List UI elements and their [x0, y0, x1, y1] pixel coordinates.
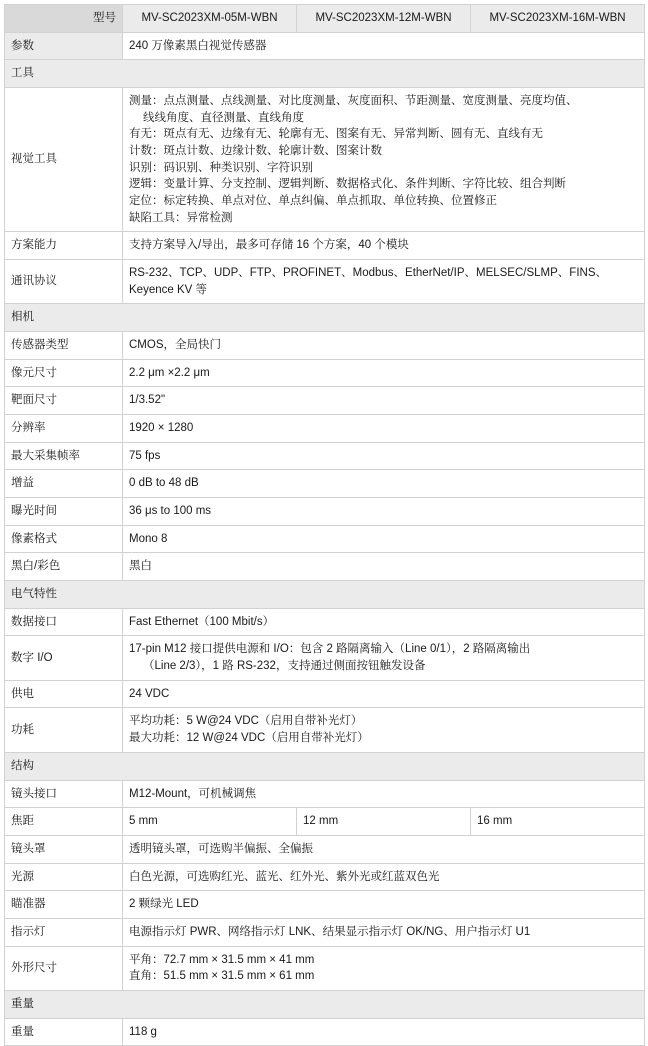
- model-cell-3: MV-SC2023XM-16M-WBN: [471, 5, 645, 33]
- specification-table: [4, 4, 645, 1046]
- row-label: 增益: [5, 470, 123, 498]
- row-value: 2 颗绿光 LED: [123, 891, 645, 919]
- value-line: 17-pin M12 接口提供电源和 I/O：包含 2 路隔离输入（Line 0/1），2 路隔离输出: [129, 643, 531, 656]
- value-line: 平角：72.7 mm × 31.5 mm × 41 mm: [129, 953, 315, 966]
- value-line: 定位：标定转换、单点对位、单点纠偏、单点抓取、单位转换、位置修正: [129, 195, 497, 208]
- row-label: 数据接口: [5, 608, 123, 636]
- table-row: [5, 415, 645, 443]
- row-value: 24 VDC: [123, 680, 645, 708]
- row-value: Fast Ethernet（100 Mbit/s）: [123, 608, 645, 636]
- row-value: 118 g: [123, 1018, 645, 1046]
- model-cell-1: MV-SC2023XM-05M-WBN: [123, 5, 297, 33]
- section-header-electrical: [5, 581, 645, 609]
- row-label: 方案能力: [5, 232, 123, 260]
- table-row: [5, 498, 645, 526]
- row-label: 指示灯: [5, 918, 123, 946]
- row-value: 电源指示灯 PWR、网络指示灯 LNK、结果显示指示灯 OK/NG、用户指示灯 U1: [123, 918, 645, 946]
- table-row: [5, 553, 645, 581]
- table-row: [5, 332, 645, 360]
- table-row: [5, 946, 645, 990]
- section-title: 相机: [5, 304, 645, 332]
- table-row: [5, 808, 645, 836]
- row-label: 像素格式: [5, 525, 123, 553]
- table-row: [5, 636, 645, 680]
- row-value: 1920 × 1280: [123, 415, 645, 443]
- row-value: 透明镜头罩，可选购半偏振、全偏振: [123, 835, 645, 863]
- table-row: [5, 680, 645, 708]
- value-line: 最大功耗：12 W@24 VDC（启用自带补光灯）: [129, 732, 369, 745]
- row-value: 75 fps: [123, 442, 645, 470]
- parameter-row: [5, 32, 645, 60]
- row-label: 镜头罩: [5, 835, 123, 863]
- table-header-row: [5, 5, 645, 33]
- row-value: 支持方案导入/导出，最多可存储 16 个方案，40 个模块: [123, 232, 645, 260]
- row-value: [123, 636, 645, 680]
- value-line: RS-232、TCP、UDP、FTP、PROFINET、Modbus、EtherNet/IP、MELSEC/SLMP、FINS、: [129, 267, 607, 280]
- row-label: 靶面尺寸: [5, 387, 123, 415]
- row-label: 最大采集帧率: [5, 442, 123, 470]
- row-value: 0 dB to 48 dB: [123, 470, 645, 498]
- section-header-tools: [5, 60, 645, 88]
- row-value: Mono 8: [123, 525, 645, 553]
- section-header-camera: [5, 304, 645, 332]
- row-label: 数字 I/O: [5, 636, 123, 680]
- table-row: [5, 918, 645, 946]
- parameter-value: 240 万像素黑白视觉传感器: [123, 32, 645, 60]
- row-label: 瞄准器: [5, 891, 123, 919]
- table-row: [5, 780, 645, 808]
- table-row: [5, 88, 645, 232]
- row-label: 外形尺寸: [5, 946, 123, 990]
- table-row: [5, 387, 645, 415]
- table-row: [5, 470, 645, 498]
- row-value: 1/3.52": [123, 387, 645, 415]
- table-row: [5, 891, 645, 919]
- section-title: 重量: [5, 990, 645, 1018]
- row-value: [123, 708, 645, 752]
- table-row: [5, 442, 645, 470]
- value-line: 有无：斑点有无、边缘有无、轮廓有无、图案有无、异常判断、圆有无、直线有无: [129, 128, 543, 141]
- section-title: 工具: [5, 60, 645, 88]
- value-line: 线线角度、直径测量、直线角度: [143, 111, 304, 124]
- row-value-col1: 5 mm: [123, 808, 297, 836]
- table-row: [5, 863, 645, 891]
- table-row: [5, 525, 645, 553]
- row-value: 黑白: [123, 553, 645, 581]
- table-row: [5, 232, 645, 260]
- row-value: 36 μs to 100 ms: [123, 498, 645, 526]
- row-label: 分辨率: [5, 415, 123, 443]
- row-value: 2.2 μm ×2.2 μm: [123, 359, 645, 387]
- value-line: 识别：码识别、种类识别、字符识别: [129, 161, 313, 174]
- row-label: 传感器类型: [5, 332, 123, 360]
- value-line: 逻辑：变量计算、分支控制、逻辑判断、数据格式化、条件判断、字符比较、组合判断: [129, 178, 566, 191]
- model-label-cell: 型号: [5, 5, 123, 33]
- section-title: 电气特性: [5, 581, 645, 609]
- row-label: 通讯协议: [5, 260, 123, 304]
- row-label: 焦距: [5, 808, 123, 836]
- value-line: 平均功耗：5 W@24 VDC（启用自带补光灯）: [129, 715, 363, 728]
- value-line: 计数：斑点计数、边缘计数、轮廓计数、图案计数: [129, 145, 382, 158]
- row-value: 白色光源，可选购红光、蓝光、红外光、紫外光或红蓝双色光: [123, 863, 645, 891]
- parameter-label: 参数: [5, 32, 123, 60]
- table-row: [5, 359, 645, 387]
- model-cell-2: MV-SC2023XM-12M-WBN: [297, 5, 471, 33]
- section-header-structure: [5, 752, 645, 780]
- table-row: [5, 260, 645, 304]
- row-label: 重量: [5, 1018, 123, 1046]
- row-value: M12-Mount，可机械调焦: [123, 780, 645, 808]
- value-line: 测量：点点测量、点线测量、对比度测量、灰度面积、节距测量、宽度测量、亮度均值、: [129, 95, 578, 108]
- row-value-col3: 16 mm: [471, 808, 645, 836]
- section-title: 结构: [5, 752, 645, 780]
- row-value: CMOS，全局快门: [123, 332, 645, 360]
- value-line: （Line 2/3），1 路 RS-232，支持通过侧面按钮触发设备: [143, 660, 426, 673]
- row-label: 供电: [5, 680, 123, 708]
- section-header-weight: [5, 990, 645, 1018]
- row-value: [123, 946, 645, 990]
- value-line: 缺陷工具：异常检测: [129, 211, 233, 224]
- row-label: 像元尺寸: [5, 359, 123, 387]
- row-label: 黑白/彩色: [5, 553, 123, 581]
- table-row: [5, 835, 645, 863]
- row-label: 镜头接口: [5, 780, 123, 808]
- value-line: Keyence KV 等: [129, 283, 207, 296]
- row-label: 曝光时间: [5, 498, 123, 526]
- row-value-col2: 12 mm: [297, 808, 471, 836]
- table-row: [5, 1018, 645, 1046]
- row-label: 视觉工具: [5, 88, 123, 232]
- row-label: 光源: [5, 863, 123, 891]
- table-row: [5, 708, 645, 752]
- value-line: 直角：51.5 mm × 31.5 mm × 61 mm: [129, 970, 315, 983]
- row-value: [123, 260, 645, 304]
- row-value: [123, 88, 645, 232]
- row-label: 功耗: [5, 708, 123, 752]
- table-row: [5, 608, 645, 636]
